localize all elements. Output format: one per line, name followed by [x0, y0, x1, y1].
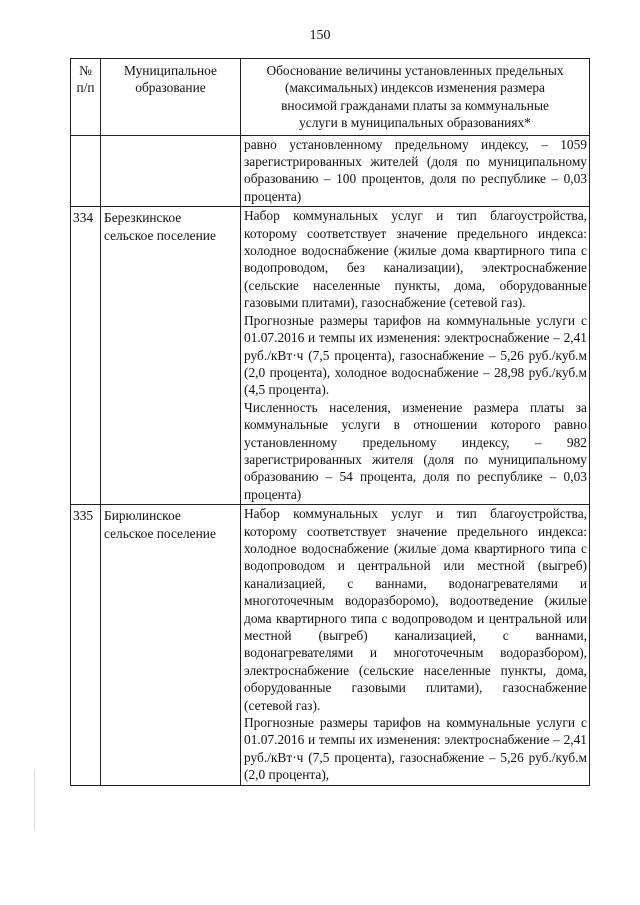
header-number-line: п/п [76, 80, 95, 96]
table-header-row [71, 59, 590, 136]
municipality-type: сельское поселение [104, 227, 216, 243]
row-justification [241, 135, 590, 207]
header-justification-line: услуги в муниципальных образованиях* [299, 115, 531, 131]
municipality-type: сельское поселение [104, 525, 216, 541]
row-municipality [101, 207, 241, 505]
table-row [71, 505, 590, 786]
row-justification [241, 207, 590, 505]
justification-paragraph: Набор коммунальных услуг и тип благоустройства, которому соответствует значение предельного индекса: холодное водоснабжение (жилые дома квартирного типа с водопроводом и центральной или местной (выгреб) канализацией, с ваннами, водонагревателями и многоточечным водоразборомо), водоотведение (жилые дома квартирного типа с водопроводом и центральной или местной (выгреб) канализацией, с ваннами, водонагревателями и многоточечным водоразбором), электроснабжение (сельские населенные пункты, дома, оборудованные газовыми плитами), газоснабжение (сетевой газ). [244, 506, 587, 713]
row-justification [241, 505, 590, 786]
header-justification-line: (максимальных) индексов изменения размера [285, 80, 545, 96]
table-row [71, 135, 590, 207]
row-number: 334 [71, 207, 101, 505]
header-number [71, 59, 101, 136]
header-municipality-line: Муниципальное [124, 63, 217, 78]
scan-margin-mark [34, 770, 35, 830]
header-number-line: № [79, 63, 92, 78]
header-justification [241, 59, 590, 136]
justification-paragraph: Прогнозные размеры тарифов на коммунальные услуги с 01.07.2016 и темпы их изменения: электроснабжение – 2,41 руб./кВт·ч (7,5 процента), газоснабжение – 5,26 руб./куб.м (2,0 процента), [244, 715, 587, 783]
row-municipality [101, 135, 241, 207]
table-row [71, 207, 590, 505]
row-municipality [101, 505, 241, 786]
justification-paragraph: Численность населения, изменение размера платы за коммунальные услуги в отношении которого равно установленному предельному индексу, – 982 зарегистрированных жителя (доля по муниципальному образованию – 54 процента, доля по республике – 0,03 процента) [244, 399, 587, 502]
row-number: 335 [71, 505, 101, 786]
justification-paragraph: равно установленному предельному индексу, – 1059 зарегистрированных жителей (доля по муниципальному образованию – 100 процентов, доля по республике – 0,03 процента) [244, 136, 587, 204]
header-justification-line: Обоснование величины установленных предельных [266, 63, 564, 78]
header-municipality-line: образование [135, 80, 206, 96]
justification-paragraph: Прогнозные размеры тарифов на коммунальные услуги с 01.07.2016 и темпы их изменения: электроснабжение – 2,41 руб./кВт·ч (7,5 процента), газоснабжение – 5,26 руб./куб.м (2,0 процента), холодное водоснабжение – 28,98 руб./куб.м (4,5 процента). [244, 312, 587, 398]
header-justification-line: вносимой гражданами платы за коммунальные [281, 97, 549, 113]
row-number [71, 135, 101, 207]
municipal-index-table [70, 58, 590, 786]
header-municipality [101, 59, 241, 136]
municipality-name: Березкинское [104, 210, 182, 226]
page-number: 150 [309, 28, 331, 43]
municipality-name: Бирюлинское [104, 508, 181, 524]
justification-paragraph: Набор коммунальных услуг и тип благоустройства, которому соответствует значение предельного индекса: холодное водоснабжение (жилые дома квартирного типа с водопроводом, без канализации), электроснабжение (сельские населенные пункты, дома, оборудованные газовыми плитами), газоснабжение (сетевой газ). [244, 208, 587, 311]
